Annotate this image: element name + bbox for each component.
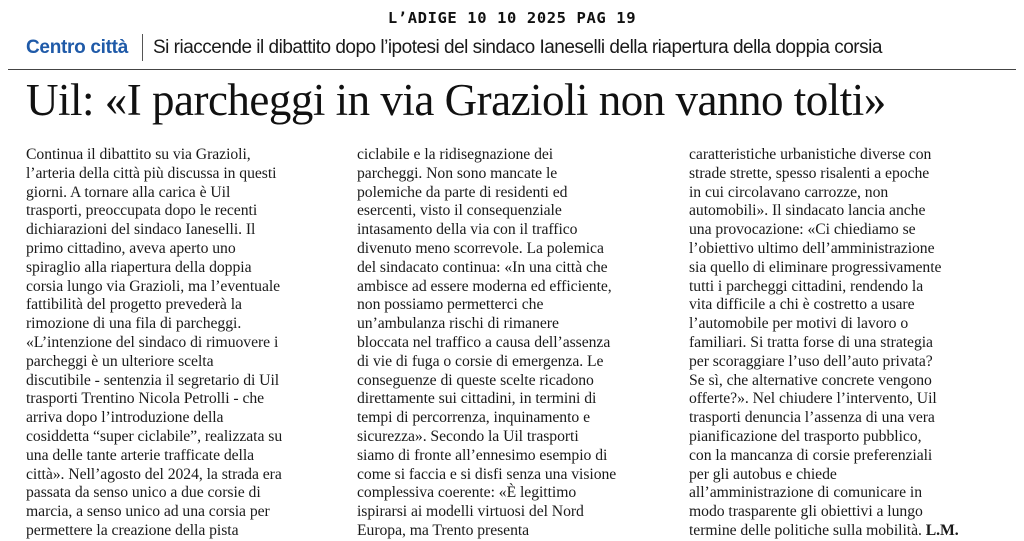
article-line: dichiarazioni del sindaco Ianeselli. Il [26, 221, 256, 239]
article-line: discutibile - sentenzia il segretario di Uil [26, 371, 280, 389]
article-line: parcheggi. Non sono mancate le [357, 164, 558, 182]
article-line: ciclabile e la ridisegnazione dei [357, 146, 554, 163]
article-line: polemiche da parte di residenti ed [357, 183, 568, 201]
article-line: esercenti, visto il consequenziale [357, 202, 562, 220]
article-line: siamo di fronte all’ennesimo esempio di [357, 446, 608, 464]
article-column-3 [689, 146, 1017, 541]
article-line: divenuto meno scorrevole. La polemica [357, 239, 604, 257]
article-line: conseguenze di queste scelte ricadono [357, 371, 594, 389]
article-line: fattibilità del progetto prevederà la [26, 296, 242, 314]
article-line: strade strette, spesso risalenti a epoche [689, 164, 930, 182]
article-line: una provocazione: «Ci chiediamo se [689, 221, 916, 239]
author-signature: L.M. [925, 521, 959, 539]
article-line: parcheggi è un ulteriore scelta [26, 352, 214, 370]
source-line: L’ADIGE 10 10 2025 PAG 19 [387, 9, 637, 27]
article-line: vita difficile a chi è costretto a usare [689, 296, 915, 314]
article-line: un’ambulanza rischi di rimanere [357, 315, 559, 333]
article-line: ispirarsi ai modelli virtuosi del Nord [357, 503, 584, 521]
article-line: trasporti denuncia l’assenza di una vera [689, 409, 935, 427]
article-line: di vie di fuga o corsie di emergenza. Le [357, 352, 604, 370]
article-line: Continua il dibattito su via Grazioli, [26, 146, 251, 163]
article-line: bloccata nel traffico a causa dell’assenza [357, 333, 611, 351]
article-line: del sindacato continua: «In una città che [357, 258, 608, 276]
article-line: trasporti, preoccupata dopo le recenti [26, 202, 258, 220]
article-line: passata da senso unico a due corsie di [26, 484, 261, 502]
article-line: modo trasparente gli obiettivi a lungo [689, 503, 923, 521]
article-line: per gli autobus e chiede [689, 465, 837, 483]
article-line: caratteristiche urbanistiche diverse con [689, 146, 932, 163]
article-line: «L’intenzione del sindaco di rimuovere i [26, 333, 279, 351]
section-label: Centro città [26, 36, 128, 58]
article-line: direttamente sui cittadini, in termini di [357, 390, 597, 408]
article-line: pianificazione del trasporto pubblico, [689, 427, 922, 445]
article-line: arriva dopo l’introduzione della [26, 409, 224, 427]
article-line: automobili». Il sindacato lancia anche [689, 202, 926, 220]
article-line: cosiddetta “super ciclabile”, realizzata su [26, 427, 283, 445]
article-line: trasporti Trentino Nicola Petrolli - che [26, 390, 265, 408]
article-line: l’automobile per motivi di lavoro o [689, 315, 909, 333]
article-line: sia quello di eliminare progressivamente [689, 258, 942, 276]
article-line: tutti i parcheggi cittadini, rendendo la [689, 277, 924, 295]
article-column-2 [357, 146, 685, 541]
article-line: l’arteria della città più discussa in questi [26, 164, 277, 182]
article-line: con la mancanza di corsie preferenziali [689, 446, 933, 464]
article-line: rimozione di una fila di parcheggi. [26, 315, 242, 333]
article-line: primo cittadino, aveva aperto uno [26, 239, 236, 257]
article-line: una delle tante arterie trafficate della [26, 446, 255, 464]
article-line: per scoraggiare l’uso dell’auto privata? [689, 352, 933, 370]
article-column-1 [26, 146, 354, 541]
article-line: spiraglio alla riapertura della doppia [26, 258, 252, 276]
article-line: tempi di percorrenza, inquinamento e [357, 409, 590, 427]
kicker-divider [142, 34, 143, 61]
article-line: giorni. A tornare alla carica è Uil [26, 183, 231, 201]
article-line: non possiamo permetterci che [357, 296, 544, 314]
article-line: offerte?». Nel chiudere l’intervento, Uil [689, 390, 937, 408]
header-rule [8, 69, 1016, 70]
article-line: in cui circolavano carrozze, non [689, 183, 889, 201]
article-line: all’amministrazione di comunicare in [689, 484, 922, 502]
article-line: Europa, ma Trento presenta [357, 521, 530, 539]
article-line: marcia, a senso unico ad una corsia per [26, 503, 270, 521]
article-line: l’obiettivo ultimo dell’amministrazione [689, 239, 935, 257]
article-line: intasamento della via con il traffico [357, 221, 578, 239]
article-line: complessiva coerente: «È legittimo [357, 484, 577, 502]
subtitle: Si riaccende il dibattito dopo l’ipotesi del sindaco Ianeselli della riapertura della doppia corsia [152, 36, 882, 58]
article-line: permettere la creazione della pista [26, 521, 239, 539]
article-line: come si faccia e si disfi senza una visione [357, 465, 617, 483]
article-line: corsia lungo via Grazioli, ma l’eventuale [26, 277, 281, 295]
article-line: ambisce ad essere moderna ed efficiente, [357, 277, 612, 295]
article-line: Se sì, che alternative concrete vengono [689, 371, 932, 389]
article-line: familiari. Si tratta forse di una strategia [689, 333, 933, 351]
article-line: città». Nell’agosto del 2024, la strada era [26, 465, 282, 483]
article-line: sicurezza». Secondo la Uil trasporti [357, 427, 579, 445]
kicker [26, 34, 882, 61]
headline: Uil: «I parcheggi in via Grazioli non vanno tolti» [26, 75, 886, 125]
article-line: termine delle politiche sulla mobilità. L.M. [689, 521, 959, 539]
